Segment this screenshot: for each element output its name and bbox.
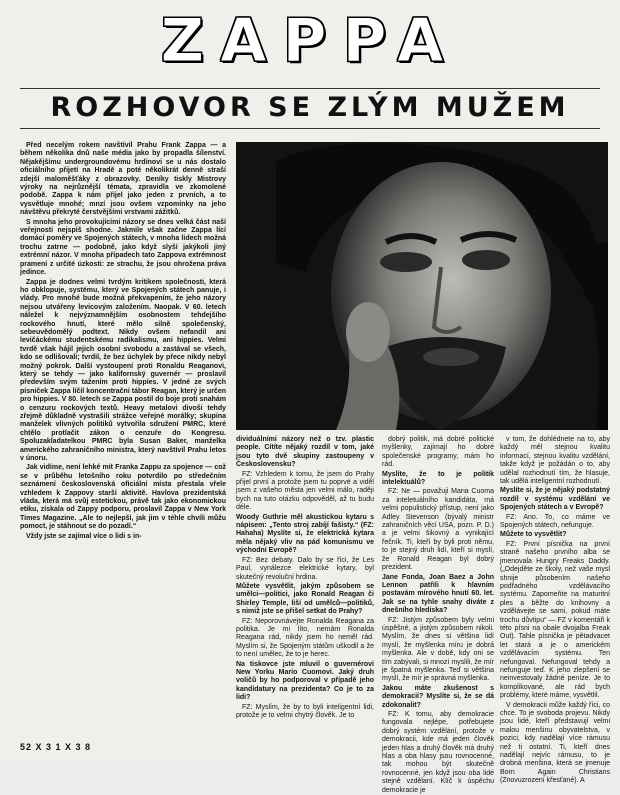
text-column-1 <box>20 142 226 740</box>
col1-paragraph: Před necelým rokem navštívil Prahu Frank Zappa — a během několika dnů naše média jako by propadla šílenství. Nějakějšímu undergroundovému hrdinovi se u nás dostalo oficiálního přijetí na Hradě a poté několikrát denně straší zdejší maloměšťáky z obrazovky. Deníky tiskly Mistrovy výroky na nejrůznější témata, zpravidla ve zkomolené podobě. Zappa k nám přijel jako jeden z prvních, a to vysvětluje mnohé; mnzí jsou ovšem vzpomínky na jeho návštěvu překryté čerstvějšími vrstvami zážitků. <box>20 142 226 217</box>
col4-paragraph: V demokracii může každý říci, co chce. To je svoboda projevu. Nikdy jsou lidé, kteří představují velmi malou menšinu obyvatelstva, v pozici, kdy nadělají více rámusu než ti ostatní. Ti, kteří dnes nadělají nejvíc rámusu, to je drobná menšina, která se jmenuje Born Again Christians (Znovuzrození křesťané). A <box>500 701 610 785</box>
portrait-photo <box>236 142 608 430</box>
col3-paragraph: Jakou máte zkušenost s demokracií? Myslíte si, že se dá zdokonalit? <box>382 684 494 709</box>
col2-paragraph: FZ: Bez debaty. Dalo by se říci, že Les Paul, vynálezce elektrické kytary, byl skutečný revoluční hrdina. <box>236 556 374 581</box>
col3-paragraph: Jane Fonda, Joan Baez a John Lennon patřili k hlavním postavám mírového hnutí 60. let. Jak se na tyhle snahy díváte z dnešního hlediska? <box>382 573 494 615</box>
col4-paragraph: Můžete to vysvětlit? <box>500 531 567 539</box>
col3-paragraph: dobrý politik, má dobré politické myšlenky, zajímají ho dobré společenské programy, mám ho rád. <box>382 436 494 469</box>
col4-paragraph: Myslíte si, že je nějaký podstatný rozdíl v systému vzdělání ve Spojených státech a v Evropě? <box>500 487 610 512</box>
col1-paragraph: Zappa je dodnes velmi tvrdým kritikem společnosti, která ho obklopuje, systému, který ve Spojených státech panuje, i vlády. Pro mnohé bude možná překvapením, že jeho názory nejsou utvářeny levicovým založením. Naopak. V 60. letech náležel k nejvýznamnějším osobnostem tehdejšího rockového hnutí, které mělo silně společenský, sebeuvědomělý podtext. Nikdy ovšem nefandil ani levičáckému studentskému radikalismu, ani hippies. Velmi tvrdě však hájil jejich osobní svobodu a zastával se všech, kdo se odlišovali; tvrdil, že bez úchylek by přece nikdy nebyl možný pokrok. Další vystoupení proti Ronaldu Reaganovi, který se tehdy — jako kalifornský guvernér — proslavil především svým tažením proti hippies. V jedné ze svých písniček Zappa líčil koncentrační tábor Reagan, který je určen pro hippies. V 80. letech se Zappa postil do boje proti snahám o cenzuru rockových textů. Heavy metalovi divoši tehdy zřejmě důkladně vystrašili strážce veřejné morálky; skupina manželek vlivných politiků vytvořila sdružení PMRC, které chtělo protlačit zákon o cenzuře do Kongresu. Spoluzakladatelkou PMRC byla Susan Baker, manželka amerického zahraničního ministra, který navštívil Prahu letos v únoru. <box>20 278 226 463</box>
col2-paragraph: FZ: Vzhledem k tomu, že jsem do Prahy přijel první a protože jsem tu poprvé a viděl jsem z vašeho města jen velmi málo, raději bych na tuto otázku odpověděl, až tu budu déle. <box>236 470 374 512</box>
col4-paragraph: FZ: Ano. To, co máme ve Spojených státech, nefunguje. <box>500 513 610 530</box>
col4-paragraph: v tom, že dohlédnete na to, aby každý měl stejnou kvalitu informací, stejnou kvalitu vzdělání, takže když je požádán o to, aby udělal rozhodnutí tím, že hlasuje, tak udělá inteligentní rozhodnutí. <box>500 436 610 486</box>
col3-paragraph: FZ: K tomu, aby demokracie fungovala nejlépe, potřebujete dobrý systém vzdělání, protože v demokracii, kde má jeden člověk jeden hlas a druhý člověk má druhý hlas a oba hlasy jsou rovnocenné, tak mohou být skutečně rovnocenné, jen když jsou oba lidé stejně vzdělaní. Klíč k úspěchu demokracie je <box>382 711 494 794</box>
col1-paragraph: S mnoha jeho provokujícími názory se dnes velká část naší veřejnosti nejspíš shodne. Jakmile však začne Zappa lící domácí poměry ve Spojených státech, v mnoha lidech možná trochu zatrne — podobně, jako když slyší jakýkoli jiný extrémní názor. V mnoha případech tato Zappova extrémnost pramení z určité úzkosti: ze strachu, že jsou ohrožena práva jedince. <box>20 218 226 277</box>
col4-paragraph: FZ: První písnička na první straně našeho prvního alba se jmenovala Hungry Freaks Daddy. („Odejděte ze školy, než vaše mysl shnije působením našeho podřadného vzdělávacího systému. Zapomeňte na maturitní ples a běžte do knihovny a vzdělávejte se sami, pokud máte trochu důvtipu“ — FZ v komentáři k této písni na obale dvojalba Freak Out). Tahle písnička je pětadvacet let stará a je o americkém vzdělávacím systému. Ten nefungoval. Nefungoval tehdy a nefunguje teď. K jeho zlepšení se neinvestovaly žádné peníze. Je to komplikované, ale rád bych problémy, které máme, vysvětlil. <box>500 540 610 700</box>
col3-paragraph: Myslíte, že to je politik intelektuálů? <box>382 470 494 487</box>
page-folio: 52 X 3 1 X 3 8 <box>20 742 92 752</box>
col2-paragraph: Na tiskovce jste mluvil o guvernérovi New Yorku Mario Cuomovi. Jaký druh voličů by ho podporoval v případě jeho kandidatury na prezidenta? Co je to za lidi? <box>236 660 374 702</box>
col2-paragraph: FZ: Neporovnávejte Ronalda Reagana za politika. Je mi líto, nemám Ronalda Reagana rád, nikdy jsem ho neměl rád. Myslím si, že Spojeným státům uškodil a že to není umělec, že to je herec. <box>236 617 374 659</box>
col3-paragraph: FZ: Jistým způsobem byly velmi úspěšné, a jistým způsobem nikoli. Myslím, že dnes si většina lidí myslí, že myšlenka míru je dobrá myšlenka. Ale v době, kdy oni se tím zabývali, si mnozí myslili, že mír je špatná myšlenka. Teď si většina myslí, že mír je správná myšlenka. <box>382 616 494 683</box>
article-subtitle: ROZHOVOR SE ZLÝM MUŽEM <box>50 92 570 123</box>
col2-paragraph: dividuálními názory než o tzv. plastic people. Cítíte nějaký rozdíl v tom, jaké jsou tyto dvě skupiny zastoupeny v Československu? <box>236 436 374 469</box>
text-column-4 <box>500 436 610 785</box>
col3-paragraph: FZ: Ne — považuji Maria Cuoma za inteletuálního kandidáta, má velmi populistický přístup, není jako Adley Stevenson (bývalý ministr zahraničních věcí USA, pozn. P. D.) a je velmi šikovný a vynikající řečník. Ti, kteří by byli proti němu, to je stejný druh lidí, kteří si myslí, že Ronald Reagan byl dobrý prezident. <box>382 488 494 572</box>
col1-paragraph: Jak vidíme, není lehké mít Franka Zappu za spojence — což se v průběhu letošního roku potvrdilo po středečním seznámení československá oficiální místa přestala vřele vzhledem k Zappovy starší aktivitě. Havlova prezidentská vláda, která má svůj estetickou, právě tak jako ekonomickou etiku, získala od Zappy podporu, proslavil Zappa v New York Times Magazine. „Ale to nejlepší, jak jim v téhle chvíli můžu pomoct, je stáhnout se do pozadí.“ <box>20 464 226 531</box>
col1-paragraph: Vždy jste se zajímal více o lidi s in- <box>26 532 142 540</box>
portrait-photo-graphic <box>236 142 608 430</box>
col2-paragraph: Můžete vysvětlit, jakým způsobem se umělci—politici, jako Ronald Reagan či Shirley Temple, liší od umělců—politiků, s nimiž jste se přišel setkat do Prahy? <box>236 582 374 616</box>
text-column-2 <box>236 436 374 740</box>
text-column-3 <box>382 436 494 794</box>
title-rule-top <box>20 88 600 89</box>
col2-paragraph: Woody Guthrie měl akustickou kytaru s nápisem: „Tento stroj zabíjí fašisty.“ (FZ: Hahaha) Myslíte si, že elektrická kytara měla nějaký vliv na pád komunismu ve východní Evropě? <box>236 513 374 555</box>
col2-paragraph: FZ: Myslím, že by to byli inteligentní lidi, protože je to velmi chytrý člověk. Je to <box>236 703 374 719</box>
article-title: ZAPPA <box>160 6 460 76</box>
title-rule-bottom <box>20 128 600 129</box>
